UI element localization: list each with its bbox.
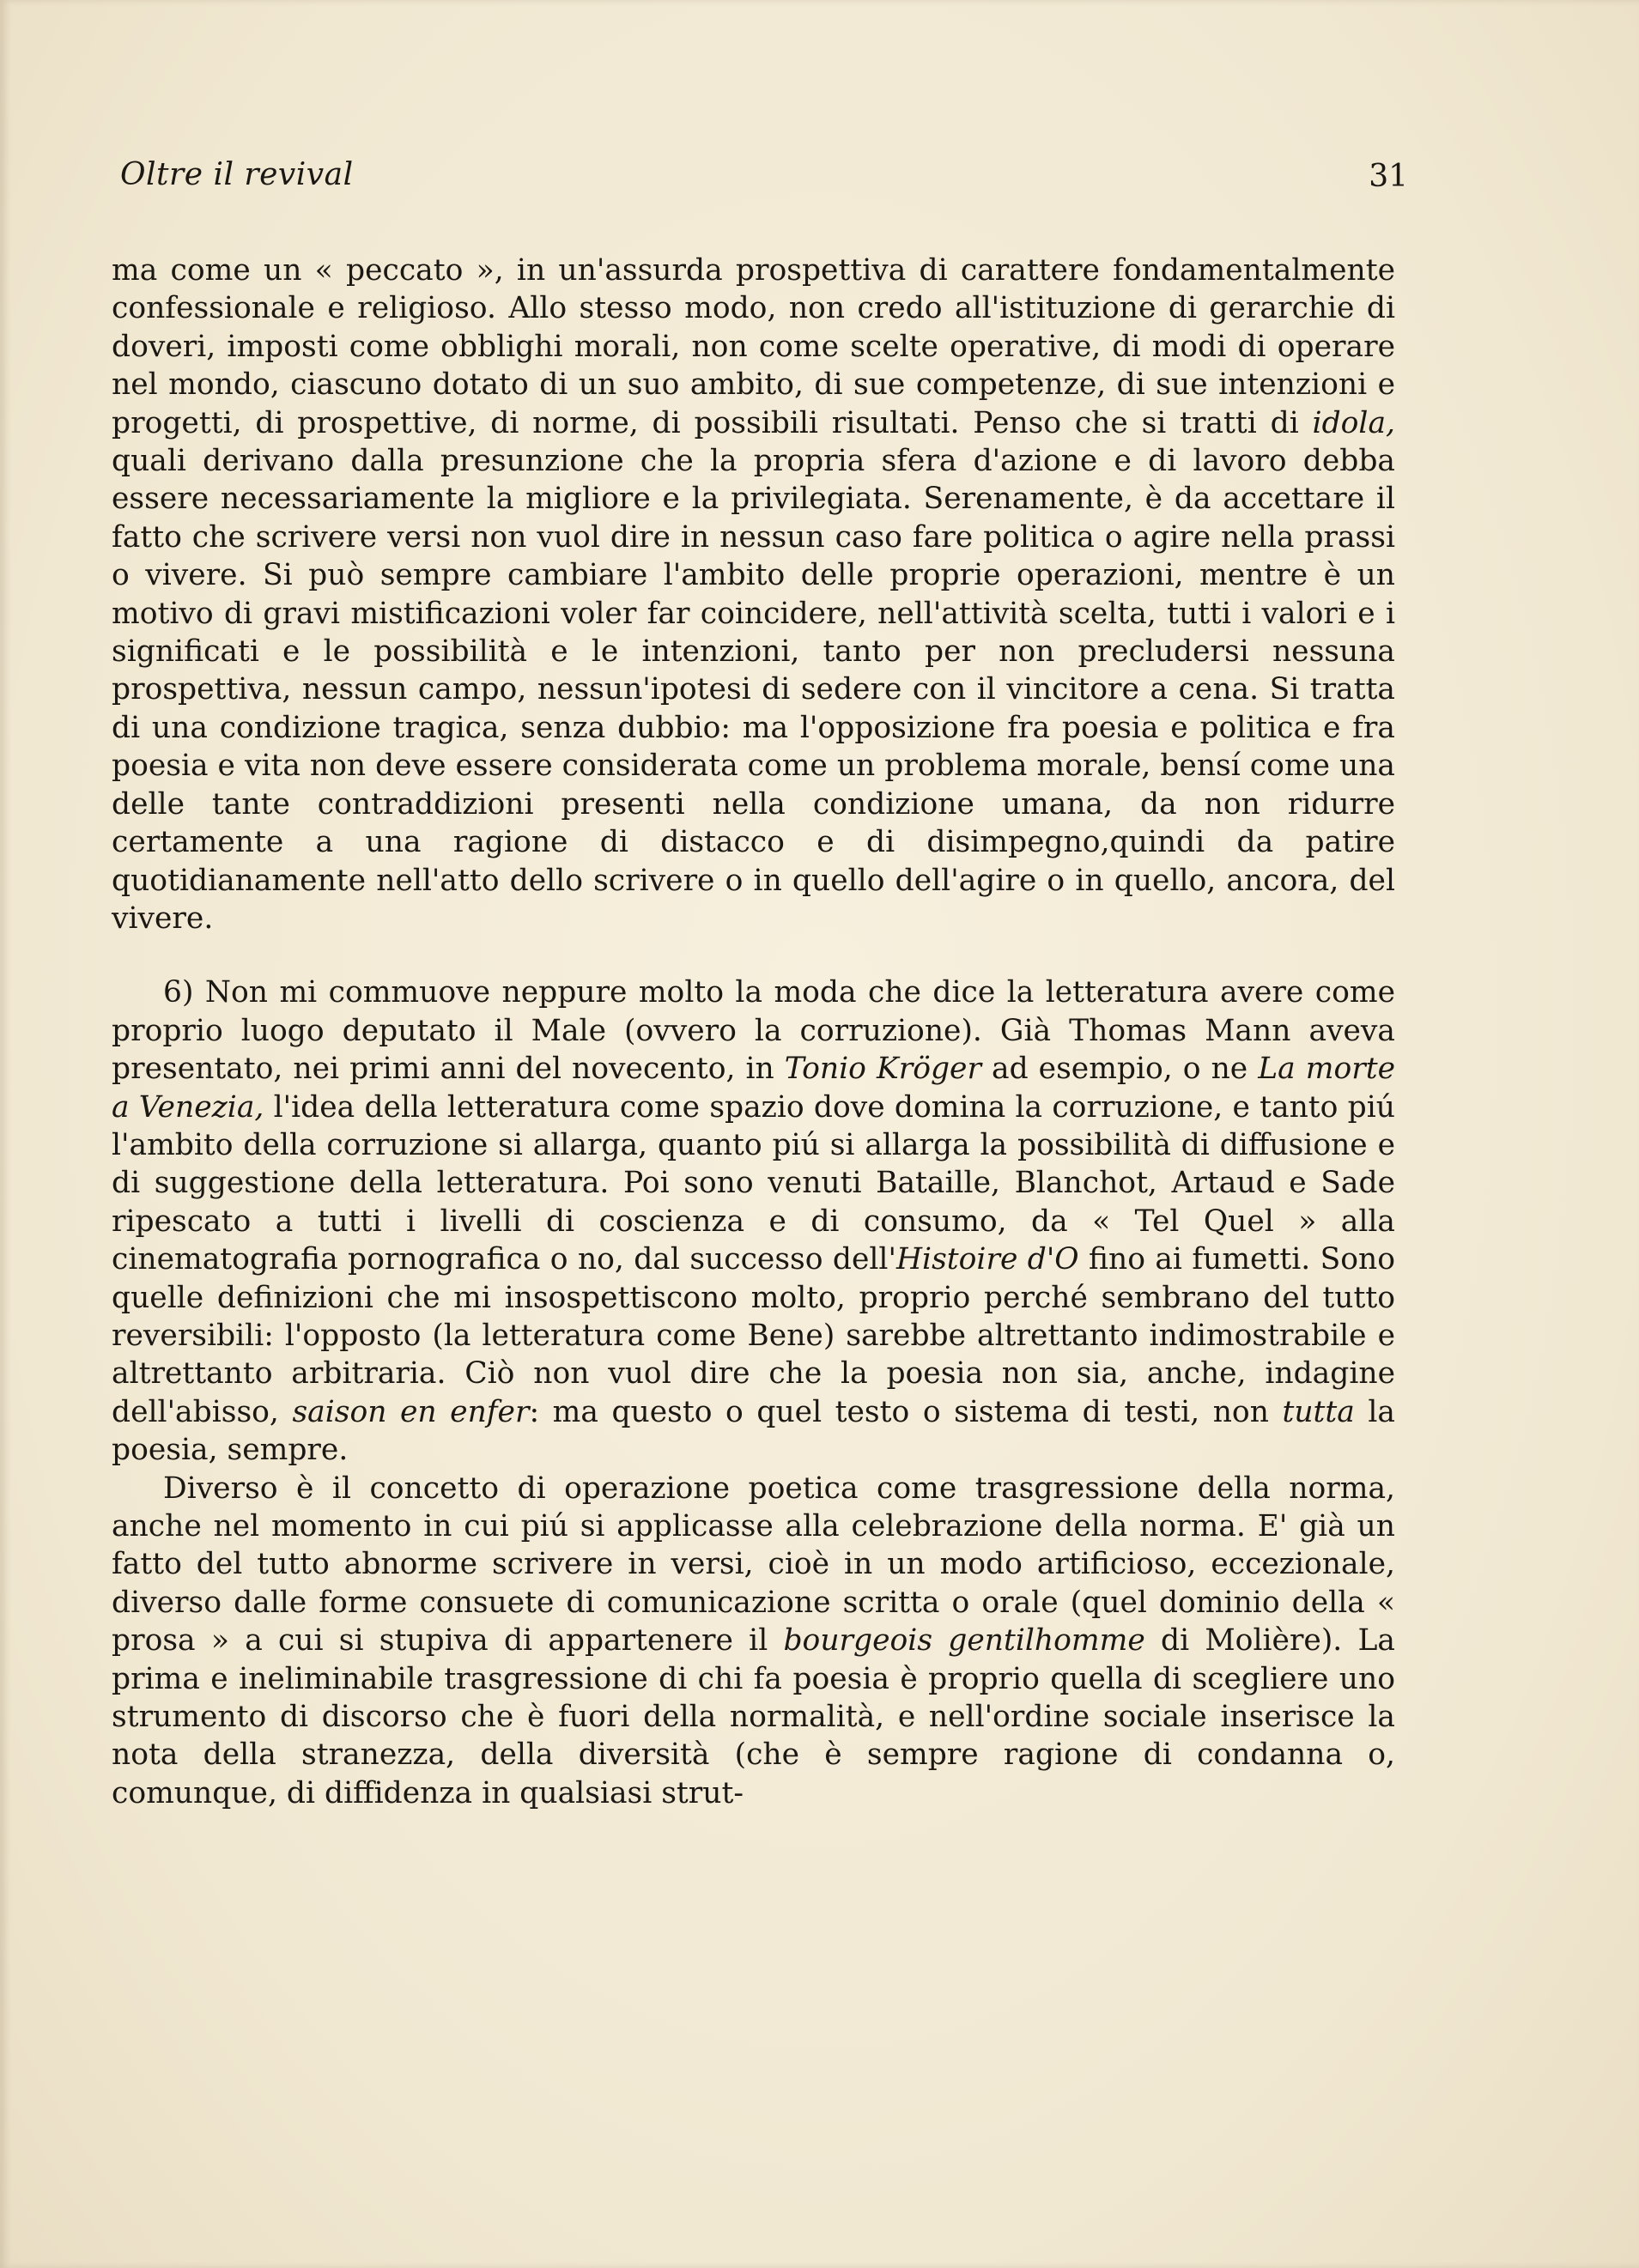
text-run: l'idea della letteratura come spazio dove domina la corruzione, e tanto piú l'ambito della corruzione si allarga, quanto piú si allarga la possibilità di diffusione e di suggestione della letteratura. Poi sono venuti Bataille, Blanchot, Artaud e Sade ripescato a tutti i livelli di coscienza e di consumo, da « Tel Quel » alla cinematografia pornografica o no, dal successo dell': [112, 1089, 1395, 1277]
running-head: [120, 157, 1408, 200]
paragraph: [112, 973, 1395, 1469]
text-run: ma come un « peccato », in un'assurda prospettiva di carattere fondamentalmente confessionale e religioso. Allo stesso modo, non credo all'istituzione di gerarchie di doveri, imposti come obblighi morali, non come scelte operative, di modi di operare nel mondo, ciascuno dotato di un suo ambito, di sue competenze, di sue intenzioni e progetti, di prospettive, di norme, di possibili risultati. Penso che si tratti di: [112, 253, 1395, 440]
italic-text-run: La morte a Venezia,: [112, 1052, 1395, 1125]
paragraph: [112, 1470, 1395, 1813]
italic-text-run: Tonio Kröger: [784, 1052, 981, 1087]
running-head-title: Oltre il revival: [120, 157, 354, 192]
text-run: di Molière). La prima e ineliminabile trasgressione di chi fa poesia è proprio quella di scegliere uno strumento di discorso che è fuori della normalità, e nell'ordine sociale inserisce la nota della stranezza, della diversità (che è sempre ragione di condanna o, comunque, di diffidenza in qualsiasi strut-: [112, 1623, 1395, 1810]
body-text: [112, 252, 1395, 1812]
italic-text-run: saison en enfer: [292, 1394, 530, 1429]
text-run: : ma questo o quel testo o sistema di testi, non: [529, 1394, 1283, 1429]
italic-text-run: tutta: [1282, 1394, 1355, 1429]
page-number: 31: [1369, 159, 1408, 194]
paragraph: [112, 252, 1395, 937]
text-run: Diverso è il concetto di operazione poetica come trasgressione della norma, anche nel momento in cui piú si applicasse alla celebrazione della norma. E' già un fatto del tutto abnorme scrivere in versi, cioè in un modo artificioso, eccezionale, diverso dalle forme consuete di comunicazione scritta o orale (quel dominio della « prosa » a cui si stupiva di appartenere il: [112, 1471, 1395, 1659]
text-run: quali derivano dalla presunzione che la propria sfera d'azione e di lavoro debba essere necessariamente la migliore e la privilegiata. Serenamente, è da accettare il fatto che scrivere versi non vuol dire in nessun caso fare politica o agire nella prassi o vivere. Si può sempre cambiare l'ambito delle proprie operazioni, mentre è un motivo di gravi mistificazioni voler far coincidere, nell'attività scelta, tutti i valori e i significati e le possibilità e le intenzioni, tanto per non precludersi nessuna prospettiva, nessun campo, nessun'ipotesi di sedere con il vincitore a cena. Si tratta di una condizione tragica, senza dubbio: ma l'opposizione fra poesia e politica e fra poesia e vita non deve essere considerata come un problema morale, bensí come una delle tante contraddizioni presenti nella condizione umana, da non ridurre certamente a una ragione di distacco e di disimpegno,quindi da patire quotidianamente nell'atto dello scrivere o in quello dell'agire o in quello, ancora, del vivere.: [112, 444, 1395, 936]
text-run: la poesia, sempre.: [112, 1394, 1396, 1468]
italic-text-run: idola,: [1312, 405, 1395, 440]
text-run: ad esempio, o ne: [980, 1052, 1259, 1087]
italic-text-run: bourgeois gentilhomme: [783, 1623, 1145, 1659]
italic-text-run: Histoire d'O: [895, 1242, 1079, 1277]
text-run: fino ai fumetti. Sono quelle definizioni che mi insospettiscono molto, proprio perché sembrano del tutto reversibili: l'opposto (la letteratura come Bene) sarebbe altrettanto indimostrabile e altrettanto arbitraria. Ciò non vuol dire che la poesia non sia, anche, indagine dell'abisso,: [112, 1242, 1395, 1429]
text-run: 6) Non mi commuove neppure molto la moda che dice la letteratura avere come proprio luogo deputato il Male (ovvero la corruzione). Già Thomas Mann aveva presentato, nei primi anni del novecento, in: [112, 975, 1395, 1087]
